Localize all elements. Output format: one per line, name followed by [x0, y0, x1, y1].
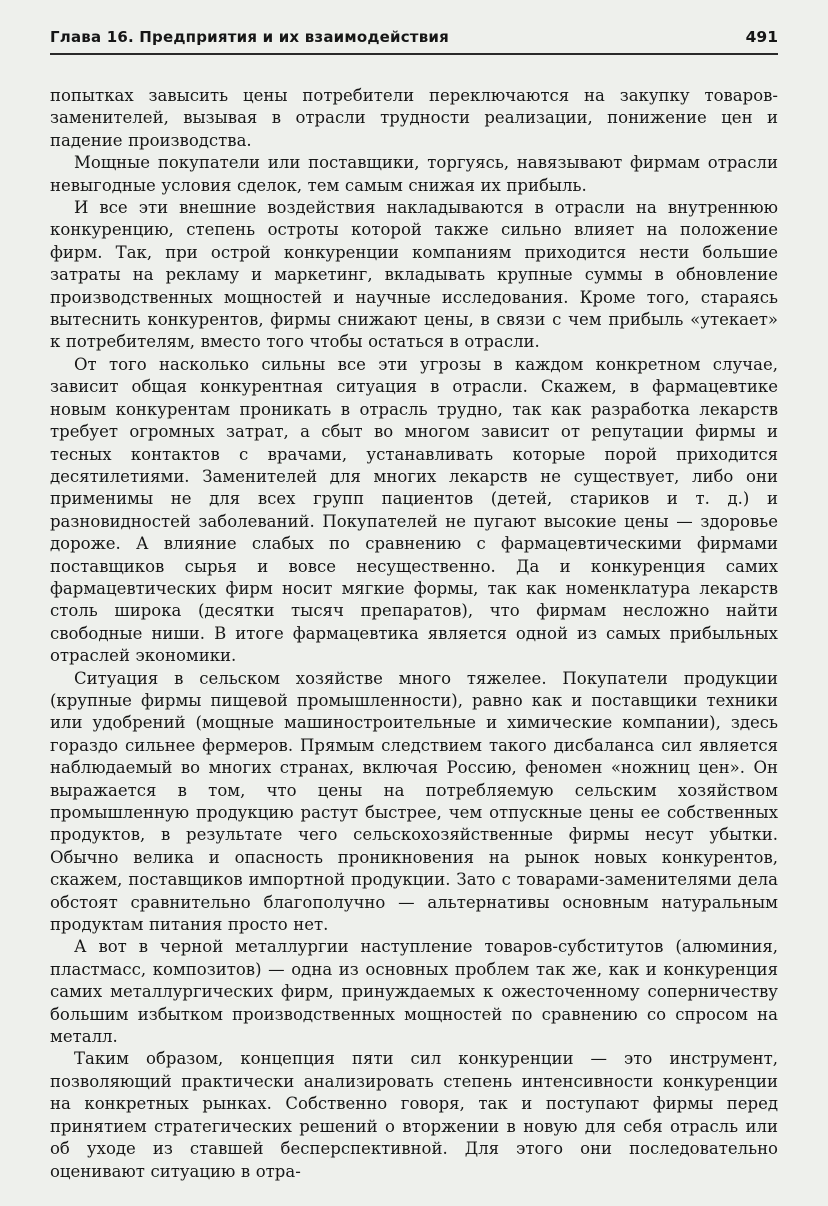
paragraph: И все эти внешние воздействия накладываются в отрасли на внутреннюю конкуренцию, степень остроты которой также сильно влияет на положение фирм. Так, при острой конкуренции компаниям приходится нести большие затраты на рекламу и маркетинг, вкладывать крупные суммы в обновление производственных мощностей и научные исследования. Кроме того, стараясь вытеснить конкурентов, фирмы снижают цены, в связи с чем прибыль «утекает» к потребителям, вместо того чтобы остаться в отрасли.	[50, 198, 778, 352]
paragraph: Таким образом, концепция пяти сил конкуренции — это инструмент, позволяющий практически анализировать степень интенсивности конкуренции на конкретных рынках. Собственно говоря, так и поступают фирмы перед принятием стратегических решений о вторжении в новую для себя отрасль или об уходе из ставшей бесперспективной. Для этого они последовательно оценивают ситуацию в отра-	[50, 1049, 778, 1181]
paragraph: От того насколько сильны все эти угрозы в каждом конкретном случае, зависит общая конкурентная ситуация в отрасли. Скажем, в фармацевтике новым конкурентам проникать в отрасль трудно, так как разработка лекарств требует огромных затрат, а сбыт во многом зависит от репутации фирмы и тесных контактов с врачами, устанавливать которые порой приходится десятилетиями. Заменителей для многих лекарств не существует, либо они применимы не для всех групп пациентов (детей, стариков и т. д.) и разновидностей заболеваний. Покупателей не пугают высокие цены — здоровье дороже. А влияние слабых по сравнению с фармацевтическими фирмами поставщиков сырья и вовсе несущественно. Да и конкуренция самих фармацевтических фирм носит мягкие формы, так как номенклатура лекарств столь широка (десятки тысяч препаратов), что фирмам несложно найти свободные ниши. В итоге фармацевтика является одной из самых прибыльных отраслей экономики.	[50, 354, 778, 666]
running-head	[50, 28, 778, 55]
paragraph: Мощные покупатели или поставщики, торгуясь, навязывают фирмам отрасли невыгодные условия сделок, тем самым снижая их прибыль.	[50, 153, 778, 195]
page-body	[50, 85, 778, 1183]
paragraph: А вот в черной металлургии наступление товаров-субститутов (алюминия, пластмасс, композитов) — одна из основных проблем так же, как и конкуренция самих металлургических фирм, принуждаемых к ожесточенному соперничеству большим избытком производственных мощностей по сравнению со спросом на металл.	[50, 937, 778, 1047]
chapter-title: Глава 16. Предприятия и их взаимодействия	[50, 28, 449, 46]
page-number: 491	[745, 28, 778, 46]
paragraph: попытках завысить цены потребители переключаются на закупку товаров-заменителей, вызывая в отрасли трудности реализации, понижение цен и падение производства.	[50, 86, 778, 150]
paragraph: Ситуация в сельском хозяйстве много тяжелее. Покупатели продукции (крупные фирмы пищевой промышленности), равно как и поставщики техники или удобрений (мощные машиностроительные и химические компании), здесь гораздо сильнее фермеров. Прямым следствием такого дисбаланса сил является наблюдаемый во многих странах, включая Россию, феномен «ножниц цен». Он выражается в том, что цены на потребляемую сельским хозяйством промышленную продукцию растут быстрее, чем отпускные цены ее собственных продуктов, в результате чего сельскохозяйственные фирмы несут убытки. Обычно велика и опасность проникновения на рынок новых конкурентов, скажем, поставщиков импортной продукции. Зато с товарами-заменителями дела обстоят сравнительно благополучно — альтернативы основным натуральным продуктам питания просто нет.	[50, 668, 778, 935]
